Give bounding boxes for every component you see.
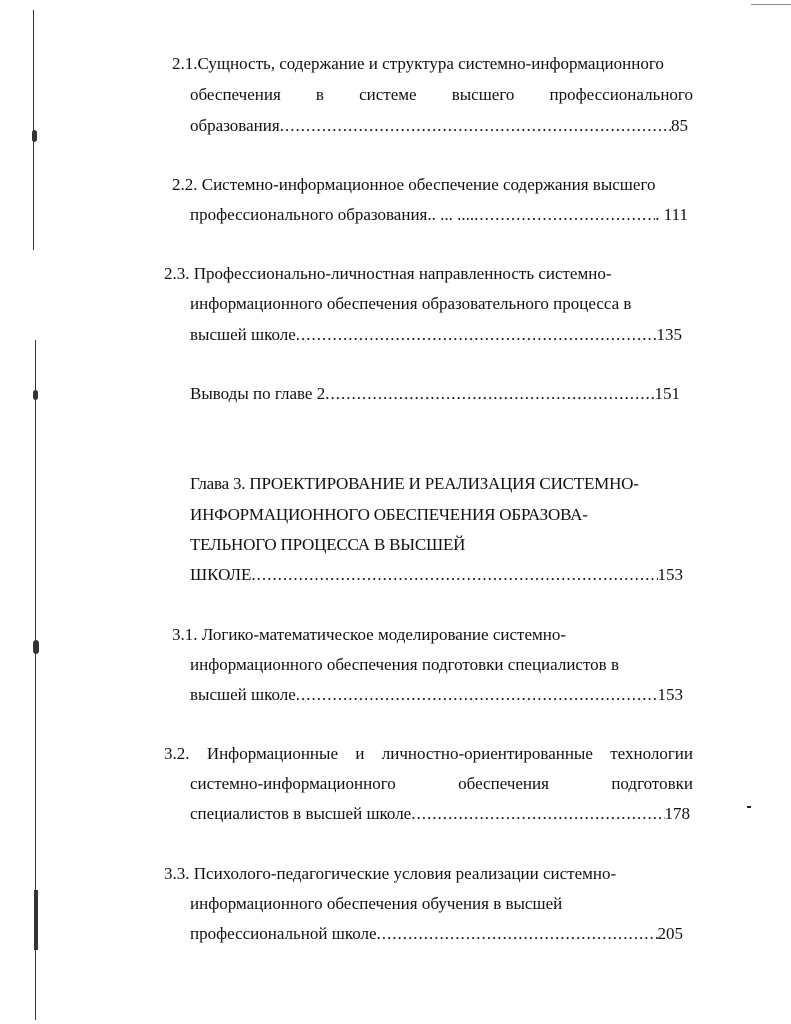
toc-3-1-line-3 (190, 685, 683, 705)
toc-2-2-page: . 111 (655, 205, 688, 224)
dot-leader (377, 924, 658, 944)
scan-left-edge (30, 10, 44, 1010)
toc-2-2-line-1: 2.2. Системно-информационное обеспечение содержания высшего (172, 175, 656, 194)
toc-2-1-line-2 (190, 85, 693, 105)
word: личностно-ориентированные (381, 744, 593, 763)
toc-2-3-page: 135 (656, 325, 682, 344)
toc-2-1-line-1: 2.1.Сущность, содержание и структура системно-информационного (172, 54, 664, 73)
word: Информационные (206, 744, 338, 763)
toc-2-2-line-2 (190, 205, 688, 225)
toc-3-2-page: 178 (664, 804, 690, 823)
toc-2-3-title-end: высшей школе (190, 325, 296, 344)
toc-3-3-page: 205 (657, 924, 683, 943)
toc-3-2-line-1 (164, 744, 693, 764)
toc-3-3-line-1: 3.3. Психолого-педагогические условия реализации системно- (164, 864, 617, 883)
dot-leader (251, 565, 657, 585)
dot-leader (325, 384, 654, 404)
toc-3-2-line-2 (190, 774, 693, 794)
toc-conclusions-2-title: Выводы по главе 2 (190, 384, 326, 403)
toc-chapter-3-line-4 (190, 565, 683, 585)
word: обеспечения (190, 85, 281, 104)
scan-top-rule (751, 4, 791, 5)
toc-3-1-page: 153 (657, 685, 683, 704)
dot-leader (296, 325, 657, 345)
toc-chapter-3-line-3: ТЕЛЬНОГО ПРОЦЕССА В ВЫСШЕЙ (190, 535, 466, 554)
toc-3-1-line-1: 3.1. Логико-математическое моделирование системно- (172, 625, 567, 644)
word: в (315, 85, 324, 104)
toc-2-2-title-end: профессионального образования.. ... .... (190, 205, 475, 224)
word: высшего (451, 85, 515, 104)
toc-3-2-line-3 (190, 804, 690, 824)
word: 3.2. (164, 744, 190, 763)
toc-2-3-line-2: информационного обеспечения образовательного процесса в (190, 294, 632, 313)
word: и (355, 744, 365, 763)
word: профессионального (549, 85, 693, 104)
word: технологии (610, 744, 693, 763)
word: подготовки (611, 774, 693, 793)
toc-2-3-line-3 (190, 325, 682, 345)
dot-leader (474, 205, 655, 225)
toc-conclusions-2 (190, 384, 680, 404)
toc-3-1-title-end: высшей школе (190, 685, 296, 704)
toc-2-1-title-end: образования (190, 116, 280, 135)
word: обеспечения (458, 774, 549, 793)
toc-2-1-line-3 (190, 116, 688, 136)
toc-3-3-title-end: профессиональной школе (190, 924, 377, 943)
word: системе (359, 85, 417, 104)
toc-3-3-line-2: информационного обеспечения обучения в высшей (190, 894, 563, 913)
toc-conclusions-2-page: 151 (654, 384, 680, 403)
toc-chapter-3-title-end: ШКОЛЕ (190, 565, 252, 584)
toc-3-1-line-2: информационного обеспечения подготовки специалистов в (190, 655, 619, 674)
dot-leader (296, 685, 658, 705)
toc-chapter-3-line-1: Глава 3. ПРОЕКТИРОВАНИЕ И РЕАЛИЗАЦИЯ СИСТЕМНО- (190, 474, 639, 493)
scan-speck (747, 806, 751, 808)
toc-2-3-line-1: 2.3. Профессионально-личностная направленность системно- (164, 264, 612, 283)
toc-chapter-3-line-2: ИНФОРМАЦИОННОГО ОБЕСПЕЧЕНИЯ ОБРАЗОВА- (190, 505, 588, 524)
toc-chapter-3-page: 153 (657, 565, 683, 584)
word: системно-информационного (190, 774, 396, 793)
dot-leader (411, 804, 664, 824)
dot-leader (280, 116, 671, 136)
toc-3-2-title-end: специалистов в высшей школе (190, 804, 412, 823)
toc-2-1-page: 85 (671, 116, 688, 135)
toc-3-3-line-3 (190, 924, 683, 944)
